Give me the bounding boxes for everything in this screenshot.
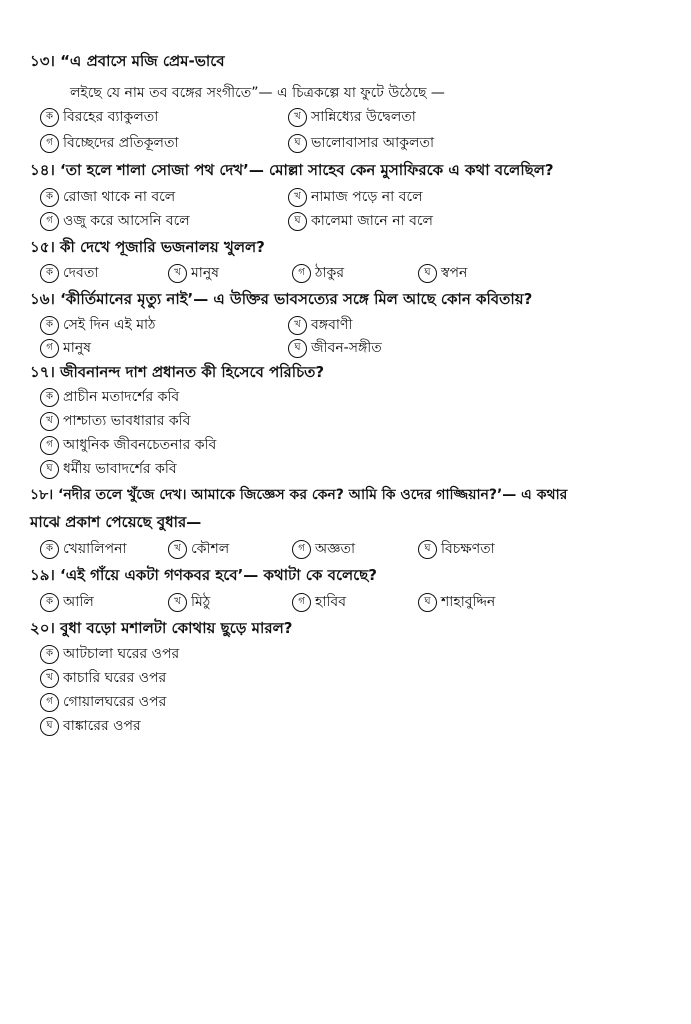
q14-option-kha[interactable] (288, 186, 423, 208)
q16-option-ga[interactable] (40, 337, 91, 359)
q18-option-kha[interactable] (168, 538, 229, 560)
q20-option-ka[interactable] (40, 643, 179, 665)
option-text: ধর্মীয় ভাবাদর্শের কবি (63, 461, 177, 477)
option-text: কালেমা জানে না বলে (311, 213, 433, 229)
q15-option-kha[interactable] (168, 262, 219, 284)
q14-option-gha[interactable] (288, 210, 433, 232)
option-mark: খ (288, 316, 307, 335)
option-text: মিঠু (191, 594, 211, 610)
option-text: অজ্ঞতা (315, 541, 356, 557)
option-text: দেবতা (63, 265, 99, 281)
option-mark: ক (40, 188, 59, 207)
option-mark: গ (40, 134, 59, 153)
option-mark: গ (292, 540, 311, 559)
option-text: বঙ্গবাণী (311, 317, 353, 333)
option-text: রোজা থাকে না বলে (63, 189, 176, 205)
option-text: বিচ্ছেদের প্রতিকূলতা (63, 135, 179, 151)
question-13-stem-continued: লইছে যে নাম তব বঙ্গের সংগীতে”— এ চিত্রকল্পে যা ফুটে উঠেছে — (70, 85, 445, 101)
option-text: কাচারি ঘরের ওপর (63, 670, 167, 686)
q15-option-ka[interactable] (40, 262, 98, 284)
option-text: সেই দিন এই মাঠ (63, 317, 156, 333)
option-mark: গ (292, 593, 311, 612)
q17-option-gha[interactable] (40, 458, 177, 480)
option-mark: ক (40, 108, 59, 127)
option-text: শাহাবুদ্দিন (441, 594, 496, 610)
question-16-stem: ১৬। ‘কীর্তিমানের মৃত্যু নাই’— এ উক্তির ভাবসত্যের সঙ্গে মিল আছে কোন কবিতায়? (30, 290, 533, 308)
q15-option-gha[interactable] (418, 262, 467, 284)
option-mark: ঘ (40, 717, 59, 736)
option-mark: ক (40, 388, 59, 407)
q20-option-ga[interactable] (40, 691, 166, 713)
question-14-stem: ১৪। ‘তা হলে শালা সোজা পথ দেখ’— মোল্লা সাহেব কেন মুসাফিরকে এ কথা বলেছিল? (30, 161, 554, 179)
option-text: আটচালা ঘরের ওপর (63, 646, 180, 662)
q13-option-kha[interactable] (288, 106, 416, 128)
q20-option-kha[interactable] (40, 667, 166, 689)
option-mark: ক (40, 645, 59, 664)
option-text: আধুনিক জীবনচেতনার কবি (63, 437, 217, 453)
option-text: হাবিব (315, 594, 347, 610)
option-mark: ক (40, 316, 59, 335)
option-mark: ক (40, 540, 59, 559)
option-mark: খ (288, 108, 307, 127)
question-18-stem: ১৮। ‘নদীর তলে খুঁজে দেখ। আমাকে জিজ্ঞেস কর কেন? আমি কি ওদের গাজ্জিয়ান?’— এ কথার (30, 487, 568, 503)
q19-option-kha[interactable] (168, 591, 210, 613)
question-20-stem: ২০। বুধা বড়ো মশালটা কোথায় ছুড়ে মারল? (30, 619, 293, 637)
option-mark: গ (40, 339, 59, 358)
option-text: বিরহের ব্যাকুলতা (63, 109, 159, 125)
option-text: মানুষ (63, 340, 91, 356)
question-18-stem-continued: মাঝে প্রকাশ পেয়েছে বুধার— (30, 513, 202, 531)
option-text: নামাজ পড়ে না বলে (311, 189, 423, 205)
q19-option-ka[interactable] (40, 591, 94, 613)
q15-option-ga[interactable] (292, 262, 344, 284)
q19-option-ga[interactable] (292, 591, 346, 613)
option-mark: ঘ (288, 339, 307, 358)
q13-option-ka[interactable] (40, 106, 158, 128)
q17-option-kha[interactable] (40, 410, 190, 432)
option-text: জীবন-সঙ্গীত (311, 340, 382, 356)
option-mark: ঘ (288, 212, 307, 231)
q17-option-ga[interactable] (40, 434, 216, 456)
option-mark: খ (168, 264, 187, 283)
option-text: পাশ্চাত্য ভাবধারার কবি (63, 413, 191, 429)
q18-option-gha[interactable] (418, 538, 495, 560)
option-text: খেয়ালিপনা (63, 541, 127, 557)
option-mark: ঘ (40, 460, 59, 479)
option-text: প্রাচীন মতাদর্শের কবি (63, 389, 180, 405)
option-mark: খ (288, 188, 307, 207)
q14-option-ka[interactable] (40, 186, 175, 208)
option-mark: গ (40, 693, 59, 712)
option-text: বিচক্ষণতা (441, 541, 495, 557)
question-15-stem: ১৫। কী দেখে পূজারি ভজনালয় খুলল? (30, 238, 265, 256)
option-text: আলি (63, 594, 94, 610)
q13-option-ga[interactable] (40, 132, 179, 154)
option-text: মানুষ (191, 265, 219, 281)
question-13-stem: ১৩। “এ প্রবাসে মজি প্রেম-ভাবে (30, 52, 225, 70)
q16-option-kha[interactable] (288, 314, 352, 336)
option-text: ঠাকুর (315, 265, 345, 281)
q19-option-gha[interactable] (418, 591, 495, 613)
question-17-stem: ১৭। জীবনানন্দ দাশ প্রধানত কী হিসেবে পরিচিত? (30, 363, 325, 381)
q13-option-gha[interactable] (288, 132, 434, 154)
option-mark: খ (168, 593, 187, 612)
option-mark: ক (40, 593, 59, 612)
q16-option-ka[interactable] (40, 314, 156, 336)
option-text: কৌশল (191, 541, 230, 557)
option-text: স্বপন (441, 265, 468, 281)
option-text: ওজু করে আসেনি বলে (63, 213, 190, 229)
q20-option-gha[interactable] (40, 715, 141, 737)
option-mark: খ (168, 540, 187, 559)
option-mark: ক (40, 264, 59, 283)
q16-option-gha[interactable] (288, 337, 382, 359)
option-text: গোয়ালঘরের ওপর (63, 694, 167, 710)
question-19-stem: ১৯। ‘এই গাঁয়ে একটা গণকবর হবে’— কথাটা কে বলেছে? (30, 566, 377, 584)
option-mark: ঘ (418, 540, 437, 559)
option-mark: গ (292, 264, 311, 283)
option-mark: ঘ (418, 593, 437, 612)
option-mark: ঘ (288, 134, 307, 153)
option-mark: গ (40, 212, 59, 231)
option-text: বাঙ্কারের ওপর (63, 718, 141, 734)
q18-option-ga[interactable] (292, 538, 355, 560)
option-mark: ঘ (418, 264, 437, 283)
option-text: ভালোবাসার আকুলতা (311, 135, 435, 151)
q14-option-ga[interactable] (40, 210, 190, 232)
option-mark: খ (40, 412, 59, 431)
q17-option-ka[interactable] (40, 386, 179, 408)
q18-option-ka[interactable] (40, 538, 127, 560)
option-mark: গ (40, 436, 59, 455)
option-mark: খ (40, 669, 59, 688)
option-text: সান্নিধ্যের উদ্বেলতা (311, 109, 416, 125)
